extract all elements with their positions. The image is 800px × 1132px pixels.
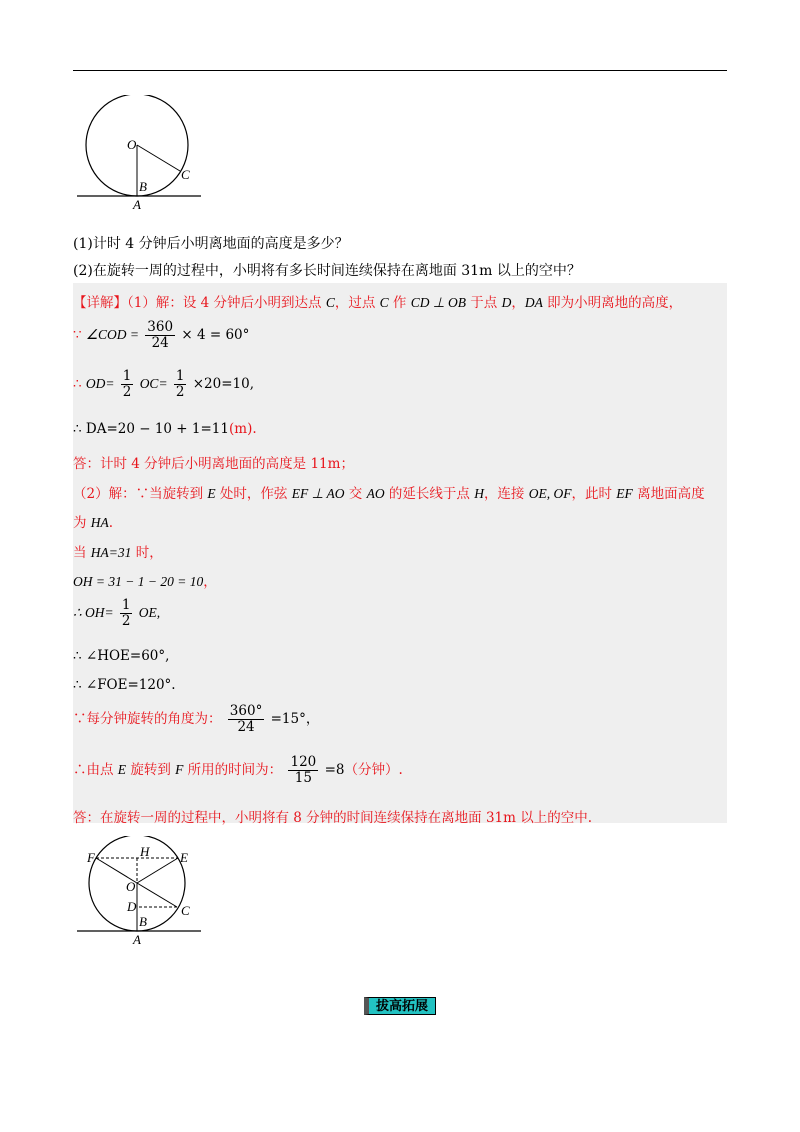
sol-line-10: ∴ OH= $\frac{1}{2}$ OE,	[73, 597, 161, 629]
sol-line-3: ∴ OD= $\frac{1}{2}$ OC= $\frac{1}{2}$ ×20=10,	[73, 368, 255, 400]
sol-line-8: 当 HA=31 时，	[73, 545, 163, 561]
sol-line-13: ∵每分钟旋转的角度为： $\frac{360^\circ}{24}$ =15°，	[73, 703, 320, 735]
radius-oc	[137, 145, 180, 171]
label-e: E	[180, 850, 188, 865]
sol-line-11: ∴ ∠HOE=60°,	[73, 648, 170, 664]
label-b: B	[139, 179, 147, 194]
sol-line-6: （2）解：∵当旋转到 E 处时，作弦 EF ⊥ AO 交 AO 的延长线于点 H，连接 OE, OF，此时 EF 离地面高度	[73, 486, 705, 502]
label-f: F	[87, 850, 95, 865]
figure-ferris-wheel-2	[73, 836, 213, 951]
figure-ferris-wheel-1	[73, 95, 213, 215]
label-a-2: A	[133, 932, 141, 947]
label-b-2: B	[139, 914, 147, 929]
label-o: O	[127, 137, 137, 152]
section-banner: 拔高拓展	[364, 997, 436, 1015]
question-2: (2)在旋转一周的过程中，小明将有多长时间连续保持在离地面 31m 以上的空中？	[73, 263, 581, 279]
question-1: (1)计时 4 分钟后小明离地面的高度是多少？	[73, 236, 349, 252]
sol-line-5: 答：计时 4 分钟后小明离地面的高度是 11m；	[73, 456, 354, 472]
label-o-2: O	[126, 879, 136, 894]
label-c: C	[181, 167, 190, 182]
sol-line-15: 答：在旋转一周的过程中，小明将有 8 分钟的时间连续保持在离地面 31m 以上的空中.	[73, 810, 593, 826]
radius-oc-2	[137, 883, 177, 907]
sol-line-1: 【详解】（1）解：设 4 分钟后小明到达点 C，过点 C 作 CD ⊥ OB 于点 D，DA 即为小明离地的高度，	[73, 295, 683, 311]
sol-line-14: ∴由点 E 旋转到 F 所用的时间为： $\frac{120}{15}$ =8（分钟）.	[73, 754, 403, 786]
sol-line-12: ∴ ∠FOE=120°.	[73, 677, 176, 693]
sol-line-9: OH = 31 − 1 − 20 = 10，	[73, 574, 217, 590]
label-a: A	[133, 197, 141, 212]
sol-line-2: ∵ ∠COD = $\frac{360}{24}$ × 4 = 60°	[73, 319, 250, 351]
radius-oe	[137, 858, 178, 883]
header-rule	[73, 70, 727, 71]
label-c-2: C	[181, 903, 190, 918]
label-d: D	[127, 899, 137, 914]
solution-panel	[73, 283, 727, 823]
sol-line-7: 为 HA.	[73, 515, 114, 531]
sol-line-4: ∴ DA=20 − 10 + 1=11(m).	[73, 421, 257, 437]
label-h: H	[140, 844, 150, 859]
detail-tag: 【详解】	[73, 295, 127, 311]
